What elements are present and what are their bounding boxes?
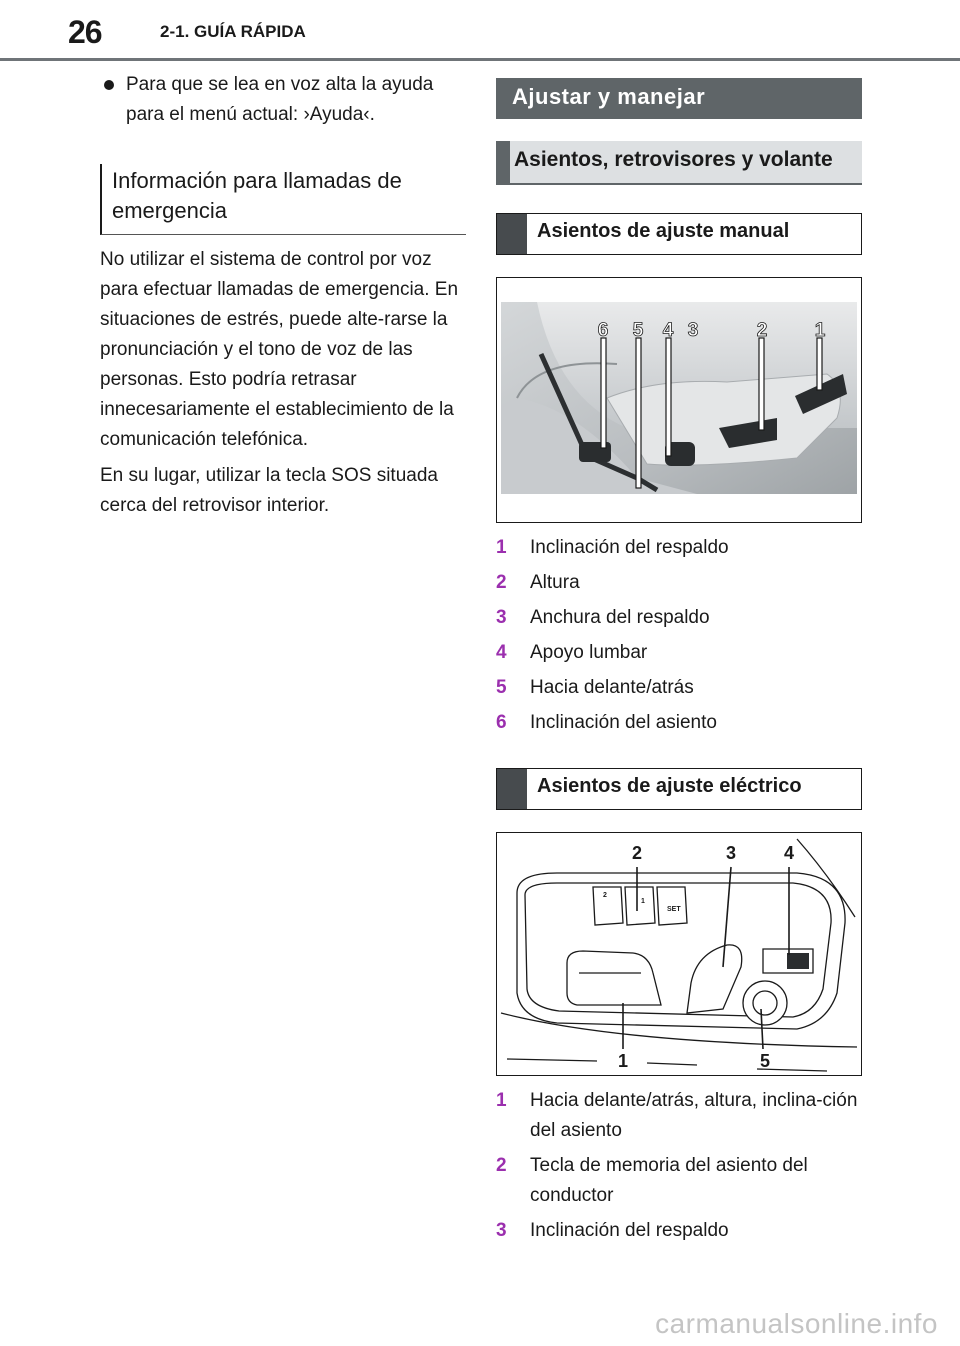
section-title: 2-1. GUÍA RÁPIDA xyxy=(160,22,306,41)
list-item: 3 Anchura del respaldo xyxy=(496,607,710,628)
electric-callout-4: 4 xyxy=(783,843,795,863)
emergency-paragraph: No utilizar el sistema de control por voz para efectuar llamadas de emergencia. En situaciones de estrés, puede alte-rarse la pronunciación y el tono de voz de las personas. Esto podría retrasar innecesariamente el establecimiento de la comunicación telefónica. xyxy=(100,249,459,450)
page-number: 26 xyxy=(68,14,102,50)
manual-callout-6: 6 xyxy=(597,320,609,341)
electric-seat-illustration xyxy=(497,833,861,1075)
manual-seat-figure xyxy=(496,277,862,523)
list-item: 1 Hacia delante/atrás, altura, inclina-ción del asiento xyxy=(496,1090,858,1141)
electric-callout-2: 2 xyxy=(631,843,643,863)
bullet-item xyxy=(100,70,466,130)
electric-seat-heading xyxy=(496,768,862,810)
list-item: 2 Altura xyxy=(496,572,580,593)
electric-seat-list xyxy=(496,1086,862,1246)
manual-callout-4: 4 xyxy=(662,320,674,341)
topic-banner: Asientos, retrovisores y volante xyxy=(496,141,862,185)
electric-seat-figure xyxy=(496,832,862,1076)
list-item: 3 Inclinación del respaldo xyxy=(496,1220,729,1241)
heading-block-marker xyxy=(497,769,527,809)
heading-block-marker xyxy=(497,214,527,254)
memory-button-2-label: 2 xyxy=(603,892,607,899)
list-item: 2 Tecla de memoria del asiento del conductor xyxy=(496,1155,808,1206)
header-rule xyxy=(0,58,960,61)
right-column xyxy=(496,78,862,1251)
list-item: 4 Apoyo lumbar xyxy=(496,642,648,663)
emergency-subheading: Información para llamadas de emergencia xyxy=(100,164,466,235)
bullet-dot-icon xyxy=(104,80,114,90)
electric-callout-3: 3 xyxy=(725,843,737,863)
electric-callout-1: 1 xyxy=(617,1051,629,1071)
sos-paragraph: En su lugar, utilizar la tecla SOS situada cerca del retrovisor interior. xyxy=(100,465,438,516)
list-item: 1 Inclinación del respaldo xyxy=(496,537,729,558)
manual-callout-5: 5 xyxy=(632,320,644,341)
manual-seat-illustration xyxy=(497,278,861,522)
electric-seat-heading-text: Asientos de ajuste eléctrico xyxy=(537,775,802,797)
chapter-banner: Ajustar y manejar xyxy=(496,78,862,119)
bullet-text: Para que se lea en voz alta la ayuda para el menú actual: ›Ayuda‹. xyxy=(126,74,434,125)
manual-callout-1: 1 xyxy=(814,320,826,341)
manual-seat-heading xyxy=(496,213,862,255)
manual-callout-3: 3 xyxy=(687,320,699,341)
list-item: 6 Inclinación del asiento xyxy=(496,712,717,733)
watermark: carmanualsonline.info xyxy=(655,1308,938,1339)
list-item: 5 Hacia delante/atrás xyxy=(496,677,694,698)
memory-button-1-label: 1 xyxy=(641,898,645,905)
electric-callout-5: 5 xyxy=(759,1051,771,1071)
left-column xyxy=(100,70,466,521)
set-button-label: SET xyxy=(667,906,681,913)
manual-seat-list xyxy=(496,533,862,738)
manual-seat-heading-text: Asientos de ajuste manual xyxy=(537,220,790,242)
manual-callout-2: 2 xyxy=(756,320,768,341)
